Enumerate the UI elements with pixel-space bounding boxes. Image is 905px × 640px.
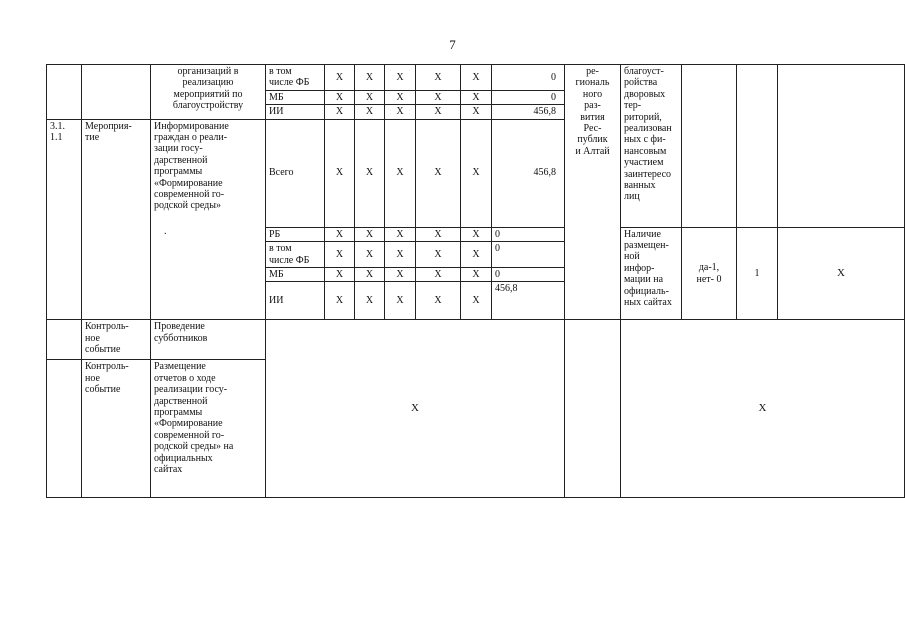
value-cell: Х [461,282,492,320]
cell-text: Контроль- [85,361,129,373]
cell-text: 3.1. [50,120,65,132]
value-cell: Х [461,268,492,282]
description-cell [151,65,266,120]
program-table [46,64,905,498]
cell-text: ных сайтах [624,297,672,309]
number-cell [47,360,82,498]
value-cell: Х [416,282,461,320]
total-cell: 0 [492,242,565,268]
description-cell [151,360,266,498]
total-cell: 0 [492,90,565,104]
total-cell: 0 [492,227,565,241]
cell-text: современной го- [154,189,225,201]
cell-text: МБ [269,91,284,103]
value-cell: Х [385,90,416,104]
cell-text: ной [624,251,640,263]
value-cell: Х [461,105,492,119]
cell-text: Проведение [154,321,205,333]
cell-text: реализации госу- [154,384,228,396]
number-cell [47,65,82,120]
type-cell [82,119,151,320]
cell-text: нет- 0 [696,273,722,285]
cell-text: дворовых [624,88,666,100]
source-label [266,65,325,91]
cell-text: МБ [269,269,284,281]
cell-text: «Формирование [154,418,223,430]
total-cell: 456,8 [492,282,565,320]
number-cell [47,320,82,360]
source-label [266,105,325,119]
cell-text: Всего [269,167,294,179]
cell-text: в том [269,66,292,77]
cell-text: официальных [154,452,213,464]
value-cell: Х [416,268,461,282]
value-cell: Х [325,282,355,320]
cell-text: Мероприя- [85,120,132,132]
value-cell: Х [355,90,385,104]
cell-text: современной го- [154,429,225,441]
type-cell [82,65,151,120]
value-cell: Х [461,242,492,268]
cell-text: мероприятий по [173,88,243,100]
cell-text: мации на [624,274,664,286]
value-cell: Х [355,268,385,282]
cell-text: организаций в [177,66,239,77]
cell-text: благоуст- [624,66,664,77]
cell-text: ного [582,88,603,100]
description-cell [151,119,266,320]
cell-text: официаль- [624,285,669,297]
cell-text: реализован [624,123,672,135]
cell-text: сайтах [154,464,183,476]
source-label [266,268,325,282]
cell-text: ИИ [269,295,284,307]
cell-text: реализацию [182,77,234,89]
dot-mark: . [164,225,167,237]
value-cell: Х [355,227,385,241]
cell-text: РБ [269,228,281,240]
cell-text: ИИ [269,106,284,118]
cell-text: и Алтай [575,145,610,157]
events-indicator-cell: Х [621,320,905,498]
cell-text: участием [624,157,664,169]
cell-text: событие [85,344,121,356]
cell-text: Рес- [583,123,602,135]
cell-text: родской среды» [154,200,221,212]
cell-text: событие [85,384,121,396]
target-cell [737,65,778,228]
value-cell: Х [355,105,385,119]
total-cell: 456,8 [492,105,565,119]
value-cell: Х [325,65,355,91]
value-cell: Х [461,65,492,91]
cell-text: раз- [584,100,601,112]
cell-text: ре- [586,66,599,77]
value-cell: Х [325,90,355,104]
responsible-cell [565,320,621,498]
unit-cell [682,227,737,320]
page-number: 7 [449,37,456,52]
cell-text: программы [154,407,203,419]
source-label [266,242,325,268]
cell-text: благоустройству [172,100,244,112]
value-cell: Х [385,119,416,227]
cell-text: публик [577,134,608,146]
value-cell: Х [416,65,461,91]
cell-text: в том [269,243,292,255]
extra-cell [778,65,905,228]
type-cell [82,320,151,360]
cell-text: дарственной [154,395,208,407]
cell-text: программы [154,166,203,178]
target-cell: 1 [737,227,778,320]
cell-text: 1.1 [50,132,63,144]
value-cell: Х [325,119,355,227]
indicator-cell [621,227,682,320]
value-cell: Х [461,227,492,241]
cell-text: родской среды» на [154,441,234,453]
cell-text: тер- [624,100,642,112]
cell-text: дарственной [154,154,208,166]
cell-text: лиц [624,191,640,203]
source-label [266,227,325,241]
source-label [266,90,325,104]
cell-text: ное [85,332,100,344]
value-cell: Х [385,242,416,268]
total-cell: 0 [492,65,565,91]
value-cell: Х [385,65,416,91]
value-cell: Х [355,119,385,227]
cell-text: ное [85,372,100,384]
value-cell: Х [325,242,355,268]
cell-text: инфор- [624,262,655,274]
cell-text: граждан о реали- [154,132,228,144]
value-cell: Х [416,242,461,268]
value-cell: Х [461,90,492,104]
cell-text: Наличие [624,228,661,240]
responsible-cell [565,65,621,320]
cell-text: вития [580,111,605,123]
total-cell: 0 [492,268,565,282]
table-row [47,65,905,91]
cell-text: отчетов о ходе [154,372,216,384]
cell-text: Контроль- [85,321,129,333]
value-cell: Х [385,105,416,119]
description-cell [151,320,266,360]
cell-text: Информирование [154,120,229,132]
cell-text: тие [85,132,100,144]
cell-text: ройства [624,77,658,89]
value-cell: Х [385,282,416,320]
cell-text: Размещение [154,361,206,373]
value-cell: Х [416,227,461,241]
value-cell: Х [461,119,492,227]
value-cell: Х [355,65,385,91]
value-cell: Х [416,119,461,227]
cell-text: да-1, [698,262,720,274]
cell-text: субботников [154,332,208,344]
total-cell: 456,8 [492,119,565,227]
source-label [266,282,325,320]
table-row [47,320,905,360]
unit-cell [682,65,737,228]
cell-text: ванных [624,180,656,192]
table-body [47,65,905,498]
value-cell: Х [385,268,416,282]
type-cell [82,360,151,498]
value-cell: Х [355,242,385,268]
source-label [266,119,325,227]
value-cell: Х [325,268,355,282]
extra-cell: Х [778,227,905,320]
value-cell: Х [325,227,355,241]
cell-text: числе ФБ [269,77,310,89]
value-cell: Х [325,105,355,119]
value-cell: Х [416,90,461,104]
cell-text: ных с фи- [624,134,666,146]
cell-text: гиональ [575,77,610,89]
cell-text: «Формирование [154,177,223,189]
indicator-cell [621,65,682,228]
number-cell [47,119,82,320]
cell-text: нансовым [624,145,667,157]
value-cell: Х [385,227,416,241]
cell-text: заинтересо [624,168,672,180]
value-cell: Х [416,105,461,119]
events-finance-cell: Х [266,320,565,498]
cell-text: зации госу- [154,143,203,155]
cell-text: размещен- [624,240,669,252]
cell-text: риторий, [624,111,662,123]
value-cell: Х [355,282,385,320]
cell-text: числе ФБ [269,254,310,266]
